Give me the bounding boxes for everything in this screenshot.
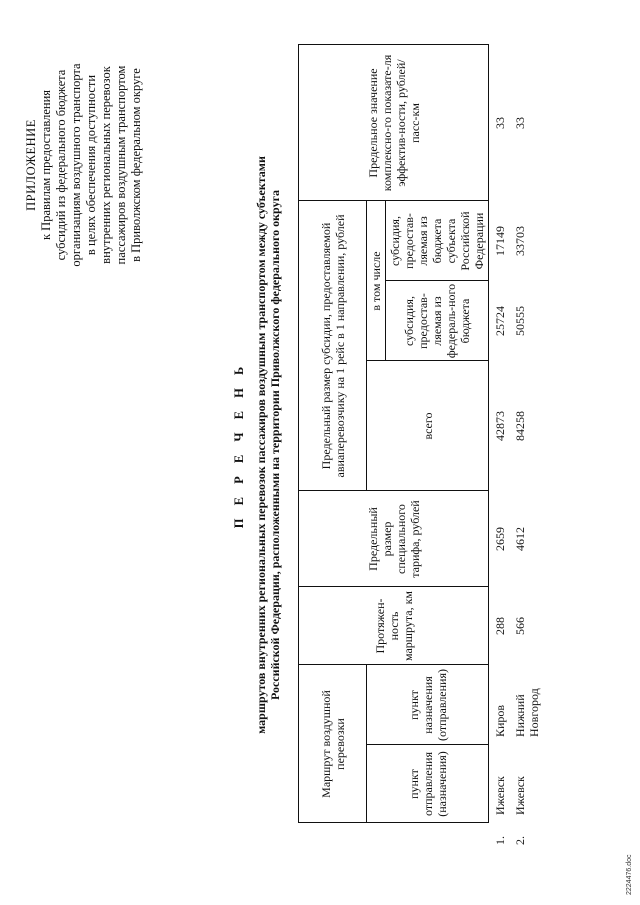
federal-cell: 25724 — [493, 306, 507, 336]
including-header: в том числе — [367, 201, 386, 361]
row-number: 2. — [513, 836, 527, 845]
departure-cell: Ижевск — [493, 776, 507, 815]
tariff-cell: 4612 — [513, 527, 527, 551]
route-header: Маршрут воздушной перевозки — [299, 665, 367, 823]
arrival-header: пункт назначения (отправления) — [367, 665, 489, 745]
length-cell: 566 — [513, 617, 527, 635]
routes-table — [298, 44, 543, 845]
arrival-cell: Нижний Новгород — [513, 688, 541, 737]
federal-header: субсидия, предостав-ляемая из федераль-ного бюджета — [386, 281, 489, 361]
heading-title: П Е Р Е Ч Е Н Ь — [232, 361, 246, 529]
tariff-cell: 2659 — [493, 527, 507, 551]
regional-cell: 17149 — [493, 226, 507, 256]
federal-cell: 50555 — [513, 306, 527, 336]
table-row — [489, 45, 510, 845]
appendix-line: в Приволжском федеральном округе — [129, 68, 143, 262]
appendix-block — [24, 15, 144, 315]
num-header — [299, 823, 489, 845]
regional-cell: 33703 — [513, 226, 527, 256]
efficiency-header: Предельное значение комплексно-го показате-ля эффектив-ности, рублей/ пасс-км — [299, 45, 489, 201]
total-cell: 84258 — [513, 411, 527, 441]
document-heading — [232, 45, 282, 845]
appendix-title: ПРИЛОЖЕНИЕ — [24, 119, 38, 211]
departure-header: пункт отправления (назначения) — [367, 745, 489, 823]
departure-cell: Ижевск — [513, 776, 527, 815]
arrival-cell: Киров — [493, 704, 507, 737]
appendix-line: к Правилам предоставления — [39, 89, 53, 241]
heading-line: маршрутов внутренних региональных перевозок пассажиров воздушным транспортом между субъектами — [254, 156, 268, 734]
regional-header: субсидия, предостав-ляемая из бюджета субъекта Российской Федерации — [386, 201, 489, 281]
appendix-line: в целях обеспечения доступности — [84, 74, 98, 256]
efficiency-cell: 33 — [493, 116, 507, 129]
appendix-line: субсидий из федерального бюджета — [54, 69, 68, 261]
heading-line: Российской Федерации, расположенными на территории Приволжского федерального округа — [268, 189, 282, 701]
appendix-line: пассажиров воздушным транспортом — [114, 65, 128, 265]
total-header: всего — [367, 361, 489, 491]
length-cell: 288 — [493, 617, 507, 635]
appendix-line: внутренних региональных перевозок — [99, 66, 113, 264]
appendix-line: организациям воздушного транспорта — [69, 63, 83, 267]
efficiency-cell: 33 — [513, 116, 527, 129]
total-cell: 42873 — [493, 411, 507, 441]
table-row — [509, 45, 543, 845]
length-header: Протяжен-ность маршрута, км — [299, 587, 489, 665]
document-id: 2224476.doc — [626, 854, 633, 895]
tariff-header: Предельный размер специального тарифа, рублей — [299, 491, 489, 587]
subsidy-header: Предельный размер субсидии, предоставляемой авиаперевозчику на 1 рейс в 1 направлении, рублей — [299, 201, 367, 491]
row-number: 1. — [492, 836, 507, 845]
